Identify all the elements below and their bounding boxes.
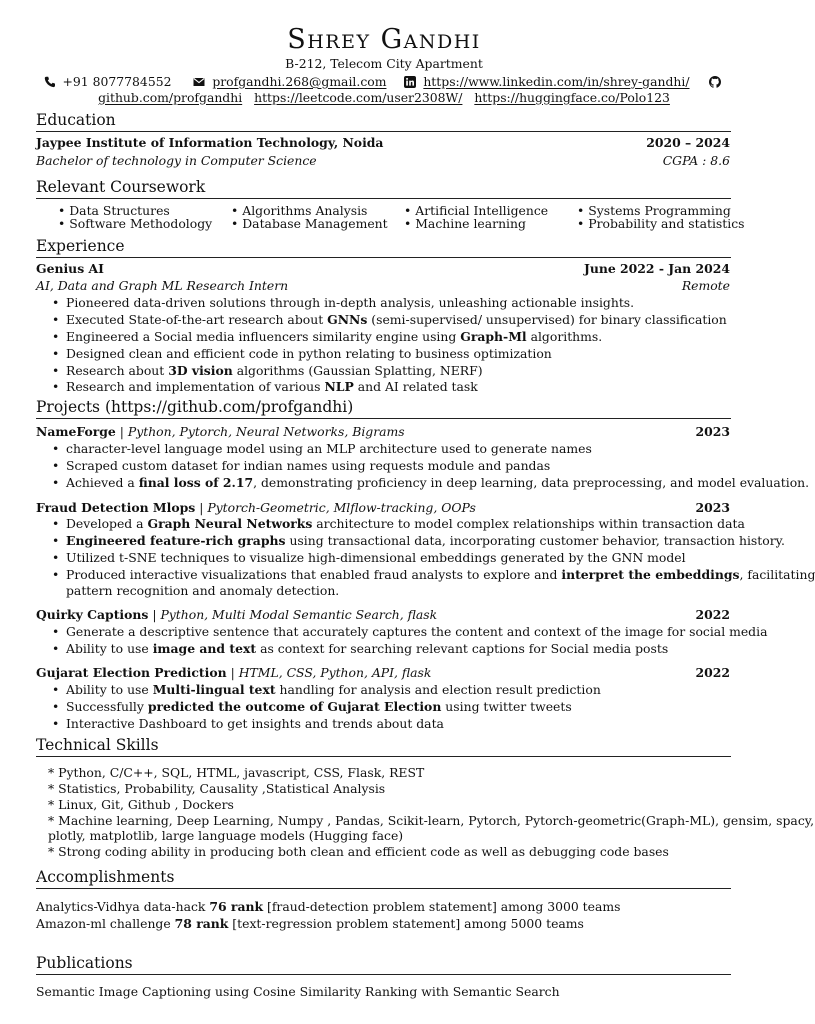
section-divider <box>36 198 731 199</box>
bullet-marker: • <box>52 441 60 456</box>
experience-bullet <box>66 312 727 328</box>
separator: | <box>148 607 161 622</box>
text-span: handling for analysis and election result prediction <box>275 682 601 697</box>
experience-company: Genius AI <box>36 261 104 276</box>
separator: | <box>195 500 208 515</box>
bullet-marker: • <box>52 346 60 361</box>
text-span: , demonstrating proficiency in deep learning, data preprocessing, and model evaluation. <box>253 475 810 490</box>
contact-line-1 <box>0 73 768 90</box>
bullet-marker: • <box>52 699 60 714</box>
text-span: Produced interactive visualizations that enabled fraud analysts to explore and <box>66 567 562 582</box>
course-item: • Algorithms Analysis <box>231 203 368 218</box>
accomplishment-item <box>36 916 584 932</box>
envelope-icon <box>193 76 205 88</box>
section-divider <box>36 974 731 975</box>
skill-line: * Strong coding ability in producing both clean and efficient code as well as debugging code bases <box>48 844 669 859</box>
experience-dates: June 2022 - Jan 2024 <box>583 261 730 276</box>
experience-role: AI, Data and Graph ML Research Intern <box>36 278 289 293</box>
course-item: • Machine learning <box>404 216 526 231</box>
project-tech: Python, Multi Modal Semantic Search, flask <box>160 607 438 622</box>
text-span: using twitter tweets <box>441 699 572 714</box>
course-item: • Artificial Intelligence <box>404 203 549 218</box>
project-title <box>36 665 431 681</box>
text-span: [fraud-detection problem statement] among 3000 teams <box>263 899 621 914</box>
separator: | <box>226 665 239 680</box>
project-bullet <box>66 624 767 640</box>
bullet-marker: • <box>52 329 60 344</box>
bold-phrase: NLP <box>324 379 354 394</box>
text-span: character-level language model using an MLP architecture used to generate names <box>66 441 592 456</box>
bold-phrase: Graph Neural Networks <box>147 516 313 531</box>
publication-item: Semantic Image Captioning using Cosine Similarity Ranking with Semantic Search <box>36 984 560 999</box>
experience-bullet <box>66 346 552 362</box>
contact-line-2 <box>0 89 768 106</box>
projects-heading: Projects (https://github.com/profgandhi) <box>36 398 354 416</box>
education-heading: Education <box>36 111 116 129</box>
project-year: 2023 <box>695 500 730 515</box>
text-span: Engineered a Social media influencers similarity engine using <box>66 329 461 344</box>
text-span: , facilitating <box>739 567 815 582</box>
section-divider <box>36 888 731 889</box>
bullet-marker: • <box>52 550 60 565</box>
project-tech: HTML, CSS, Python, API, flask <box>238 665 432 680</box>
skill-line: * Machine learning, Deep Learning, Numpy , Pandas, Scikit-learn, Pytorch, Pytorch-geometric(Graph-ML), gensim, spacy, <box>48 813 815 828</box>
project-bullet <box>66 441 592 457</box>
bullet-marker: • <box>52 363 60 378</box>
coursework-heading: Relevant Coursework <box>36 178 206 196</box>
experience-bullet <box>66 379 478 395</box>
course-item: • Database Management <box>231 216 388 231</box>
huggingface-link[interactable]: https://huggingface.co/Polo123 <box>474 89 670 105</box>
text-span: [text-regression problem statement] among 5000 teams <box>228 916 584 931</box>
address: B-212, Telecom City Apartment <box>285 56 483 71</box>
text-span: Developed a <box>66 516 148 531</box>
text-span: Generate a descriptive sentence that accurately captures the content and context of the image for social media <box>66 624 768 639</box>
text-span: using transactional data, incorporating customer behavior, transaction history. <box>285 533 785 548</box>
text-span: Interactive Dashboard to get insights and trends about data <box>66 716 444 731</box>
bullet-marker: • <box>52 516 60 531</box>
project-title <box>36 424 405 440</box>
project-tech: Python, Pytorch, Neural Networks, Bigrams <box>127 424 405 439</box>
accomplishment-item <box>36 899 621 915</box>
bullet-marker: • <box>52 624 60 639</box>
project-bullet <box>66 583 339 599</box>
project-tech: Pytorch-Geometric, Mlflow-tracking, OOPs <box>207 500 476 515</box>
course-item: • Software Methodology <box>58 216 213 231</box>
bold-phrase: GNNs <box>327 312 368 327</box>
bold-phrase: final loss of 2.17 <box>138 475 254 490</box>
bold-phrase: interpret the embeddings <box>561 567 740 582</box>
education-institution: Jaypee Institute of Information Technology, Noida <box>36 135 384 150</box>
text-span: Amazon-ml challenge <box>36 916 175 931</box>
project-year: 2023 <box>695 424 730 439</box>
education-degree: Bachelor of technology in Computer Science <box>36 153 317 168</box>
project-bullet <box>66 682 601 698</box>
project-year: 2022 <box>695 665 730 680</box>
text-span: Executed State-of-the-art research about <box>66 312 328 327</box>
bold-phrase: image and text <box>152 641 257 656</box>
project-bullet <box>66 550 686 566</box>
text-span: (semi-supervised/ unsupervised) for binary classification <box>367 312 727 327</box>
bullet-marker: • <box>52 567 60 582</box>
bullet-marker: • <box>52 533 60 548</box>
publications-heading: Publications <box>36 954 133 972</box>
bullet-marker: • <box>52 295 60 310</box>
project-bullet <box>66 533 785 549</box>
section-divider <box>36 131 731 132</box>
bold-phrase: Multi-lingual text <box>152 682 276 697</box>
section-divider <box>36 756 731 757</box>
project-bullet <box>66 699 572 715</box>
text-span: Successfully <box>66 699 148 714</box>
project-name: Fraud Detection Mlops <box>36 500 196 515</box>
experience-bullet <box>66 295 634 311</box>
skill-line: * Linux, Git, Github , Dockers <box>48 797 234 812</box>
project-bullet <box>66 458 550 474</box>
education-cgpa: CGPA : 8.6 <box>662 153 730 168</box>
experience-bullet <box>66 329 602 345</box>
experience-heading: Experience <box>36 237 125 255</box>
course-item: • Systems Programming <box>577 203 731 218</box>
github-link[interactable]: github.com/profgandhi <box>98 89 243 105</box>
phone-icon <box>44 76 56 88</box>
bullet-marker: • <box>52 475 60 490</box>
text-span: Scraped custom dataset for indian names using requests module and pandas <box>66 458 551 473</box>
bullet-marker: • <box>52 379 60 394</box>
text-span: Research and implementation of various <box>66 379 325 394</box>
project-title <box>36 500 476 516</box>
skill-line: plotly, matplotlib, large language models (Hugging face) <box>48 828 404 843</box>
project-name: NameForge <box>36 424 116 439</box>
text-span: as context for searching relevant captions for Social media posts <box>256 641 669 656</box>
resume-name: Shrey Gandhi <box>287 24 481 55</box>
text-span: algorithms (Gaussian Splatting, NERF) <box>232 363 483 378</box>
bullet-marker: • <box>52 312 60 327</box>
section-divider <box>36 257 731 258</box>
leetcode-link[interactable]: https://leetcode.com/user2308W/ <box>254 89 463 105</box>
project-bullet <box>66 567 815 583</box>
project-title <box>36 607 437 623</box>
phone-number: +91 8077784552 <box>62 73 172 89</box>
github-icon[interactable] <box>709 76 721 88</box>
project-bullet <box>66 475 809 491</box>
email-link[interactable]: profgandhi.268@gmail.com <box>212 73 387 89</box>
text-span: Designed clean and efficient code in python relating to business optimization <box>66 346 552 361</box>
bold-phrase: 3D vision <box>168 363 233 378</box>
bold-phrase: Graph-Ml <box>460 329 527 344</box>
course-item: • Probability and statistics <box>577 216 745 231</box>
project-bullet <box>66 641 668 657</box>
bullet-marker: • <box>52 641 60 656</box>
text-span: Pioneered data-driven solutions through in-depth analysis, unleashing actionable insights. <box>66 295 635 310</box>
linkedin-link[interactable]: https://www.linkedin.com/in/shrey-gandhi/ <box>423 73 690 89</box>
skill-line: * Statistics, Probability, Causality ,Statistical Analysis <box>48 781 386 796</box>
bold-phrase: 78 rank <box>174 916 229 931</box>
text-span: Analytics-Vidhya data-hack <box>36 899 210 914</box>
bullet-marker: • <box>52 716 60 731</box>
text-span: Research about <box>66 363 169 378</box>
bold-phrase: predicted the outcome of Gujarat Election <box>147 699 442 714</box>
bold-phrase: 76 rank <box>209 899 264 914</box>
project-name: Gujarat Election Prediction <box>36 665 227 680</box>
course-item: • Data Structures <box>58 203 170 218</box>
text-span: Achieved a <box>66 475 139 490</box>
text-span: Ability to use <box>66 641 153 656</box>
text-span: Ability to use <box>66 682 153 697</box>
text-span: and AI related task <box>353 379 478 394</box>
skills-heading: Technical Skills <box>36 736 159 754</box>
bullet-marker: • <box>52 682 60 697</box>
section-divider <box>36 418 731 419</box>
experience-bullet <box>66 363 483 379</box>
separator: | <box>115 424 128 439</box>
text-span: architecture to model complex relationships within transaction data <box>312 516 745 531</box>
project-name: Quirky Captions <box>36 607 149 622</box>
skill-line: * Python, C/C++, SQL, HTML, javascript, CSS, Flask, REST <box>48 765 425 780</box>
linkedin-icon <box>404 76 416 88</box>
text-span: Utilized t-SNE techniques to visualize high-dimensional embeddings generated by the GNN model <box>66 550 686 565</box>
experience-location: Remote <box>681 278 730 293</box>
project-year: 2022 <box>695 607 730 622</box>
bold-phrase: Engineered feature-rich graphs <box>66 533 286 548</box>
education-dates: 2020 – 2024 <box>646 135 730 150</box>
project-bullet <box>66 516 745 532</box>
project-bullet <box>66 716 444 732</box>
text-span: algorithms. <box>526 329 603 344</box>
text-span: pattern recognition and anomaly detection. <box>66 583 340 598</box>
accomplishments-heading: Accomplishments <box>36 868 175 886</box>
bullet-marker: • <box>52 458 60 473</box>
